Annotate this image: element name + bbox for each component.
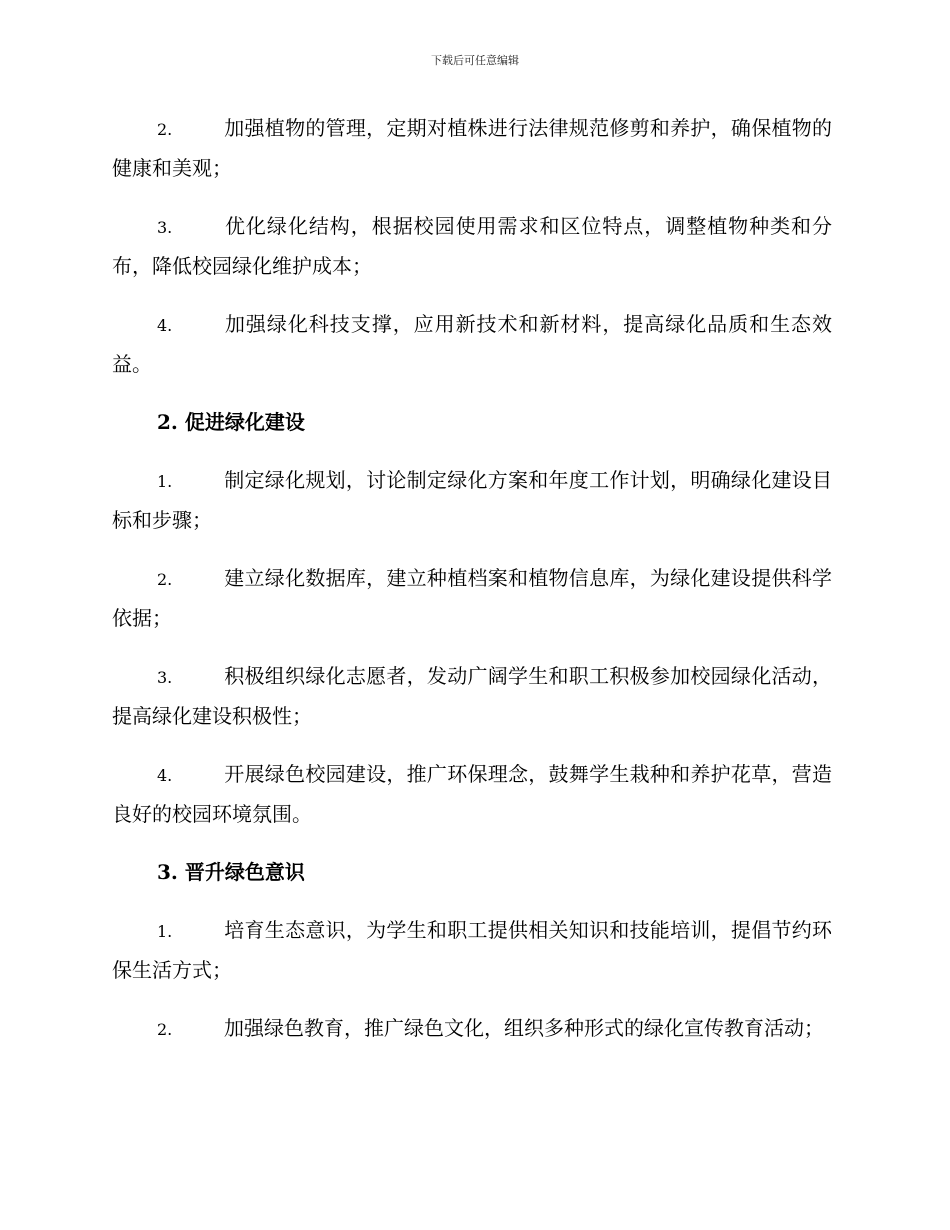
list-text: 培育生态意识，为学生和职工提供相关知识和技能培训，提倡节约环保生活方式； bbox=[112, 918, 832, 982]
list-number: 1. bbox=[157, 922, 173, 941]
list-item bbox=[112, 559, 832, 638]
list-text: 优化绿化结构，根据校园使用需求和区位特点，调整植物种类和分布，降低校园绿化维护成本； bbox=[112, 214, 832, 278]
list-number: 2. bbox=[157, 1020, 173, 1039]
list-item bbox=[112, 911, 832, 990]
list-number: 1. bbox=[157, 472, 173, 491]
list-text: 加强植物的管理，定期对植株进行法律规范修剪和养护，确保植物的健康和美观； bbox=[112, 116, 832, 180]
list-item bbox=[112, 305, 832, 384]
list-item bbox=[112, 461, 832, 540]
list-text: 制定绿化规划，讨论制定绿化方案和年度工作计划，明确绿化建设目标和步骤； bbox=[112, 468, 832, 532]
list-number: 4. bbox=[157, 316, 173, 335]
list-text: 加强绿化科技支撑，应用新技术和新材料，提高绿化品质和生态效益。 bbox=[112, 312, 832, 376]
document-body bbox=[112, 109, 832, 1068]
list-item bbox=[112, 1009, 832, 1049]
list-number: 2. bbox=[157, 570, 173, 589]
list-item bbox=[112, 755, 832, 834]
list-text: 建立绿化数据库，建立种植档案和植物信息库，为绿化建设提供科学依据； bbox=[112, 566, 832, 630]
page-header: 下载后可任意编辑 bbox=[431, 54, 519, 67]
list-text: 加强绿色教育，推广绿色文化，组织多种形式的绿化宣传教育活动； bbox=[224, 1016, 824, 1040]
list-text: 开展绿色校园建设，推广环保理念，鼓舞学生栽种和养护花草，营造良好的校园环境氛围。 bbox=[112, 762, 832, 826]
list-text: 积极组织绿化志愿者，发动广阔学生和职工积极参加校园绿化活动，提高绿化建设积极性； bbox=[112, 664, 832, 728]
list-item bbox=[112, 207, 832, 286]
list-number: 4. bbox=[157, 766, 173, 785]
list-item bbox=[112, 109, 832, 188]
list-number: 2. bbox=[157, 120, 173, 139]
list-item bbox=[112, 657, 832, 736]
list-number: 3. bbox=[157, 668, 173, 687]
list-number: 3. bbox=[157, 218, 173, 237]
section-heading: 3. 晋升绿色意识 bbox=[157, 860, 305, 884]
section-heading: 2. 促进绿化建设 bbox=[157, 410, 305, 434]
